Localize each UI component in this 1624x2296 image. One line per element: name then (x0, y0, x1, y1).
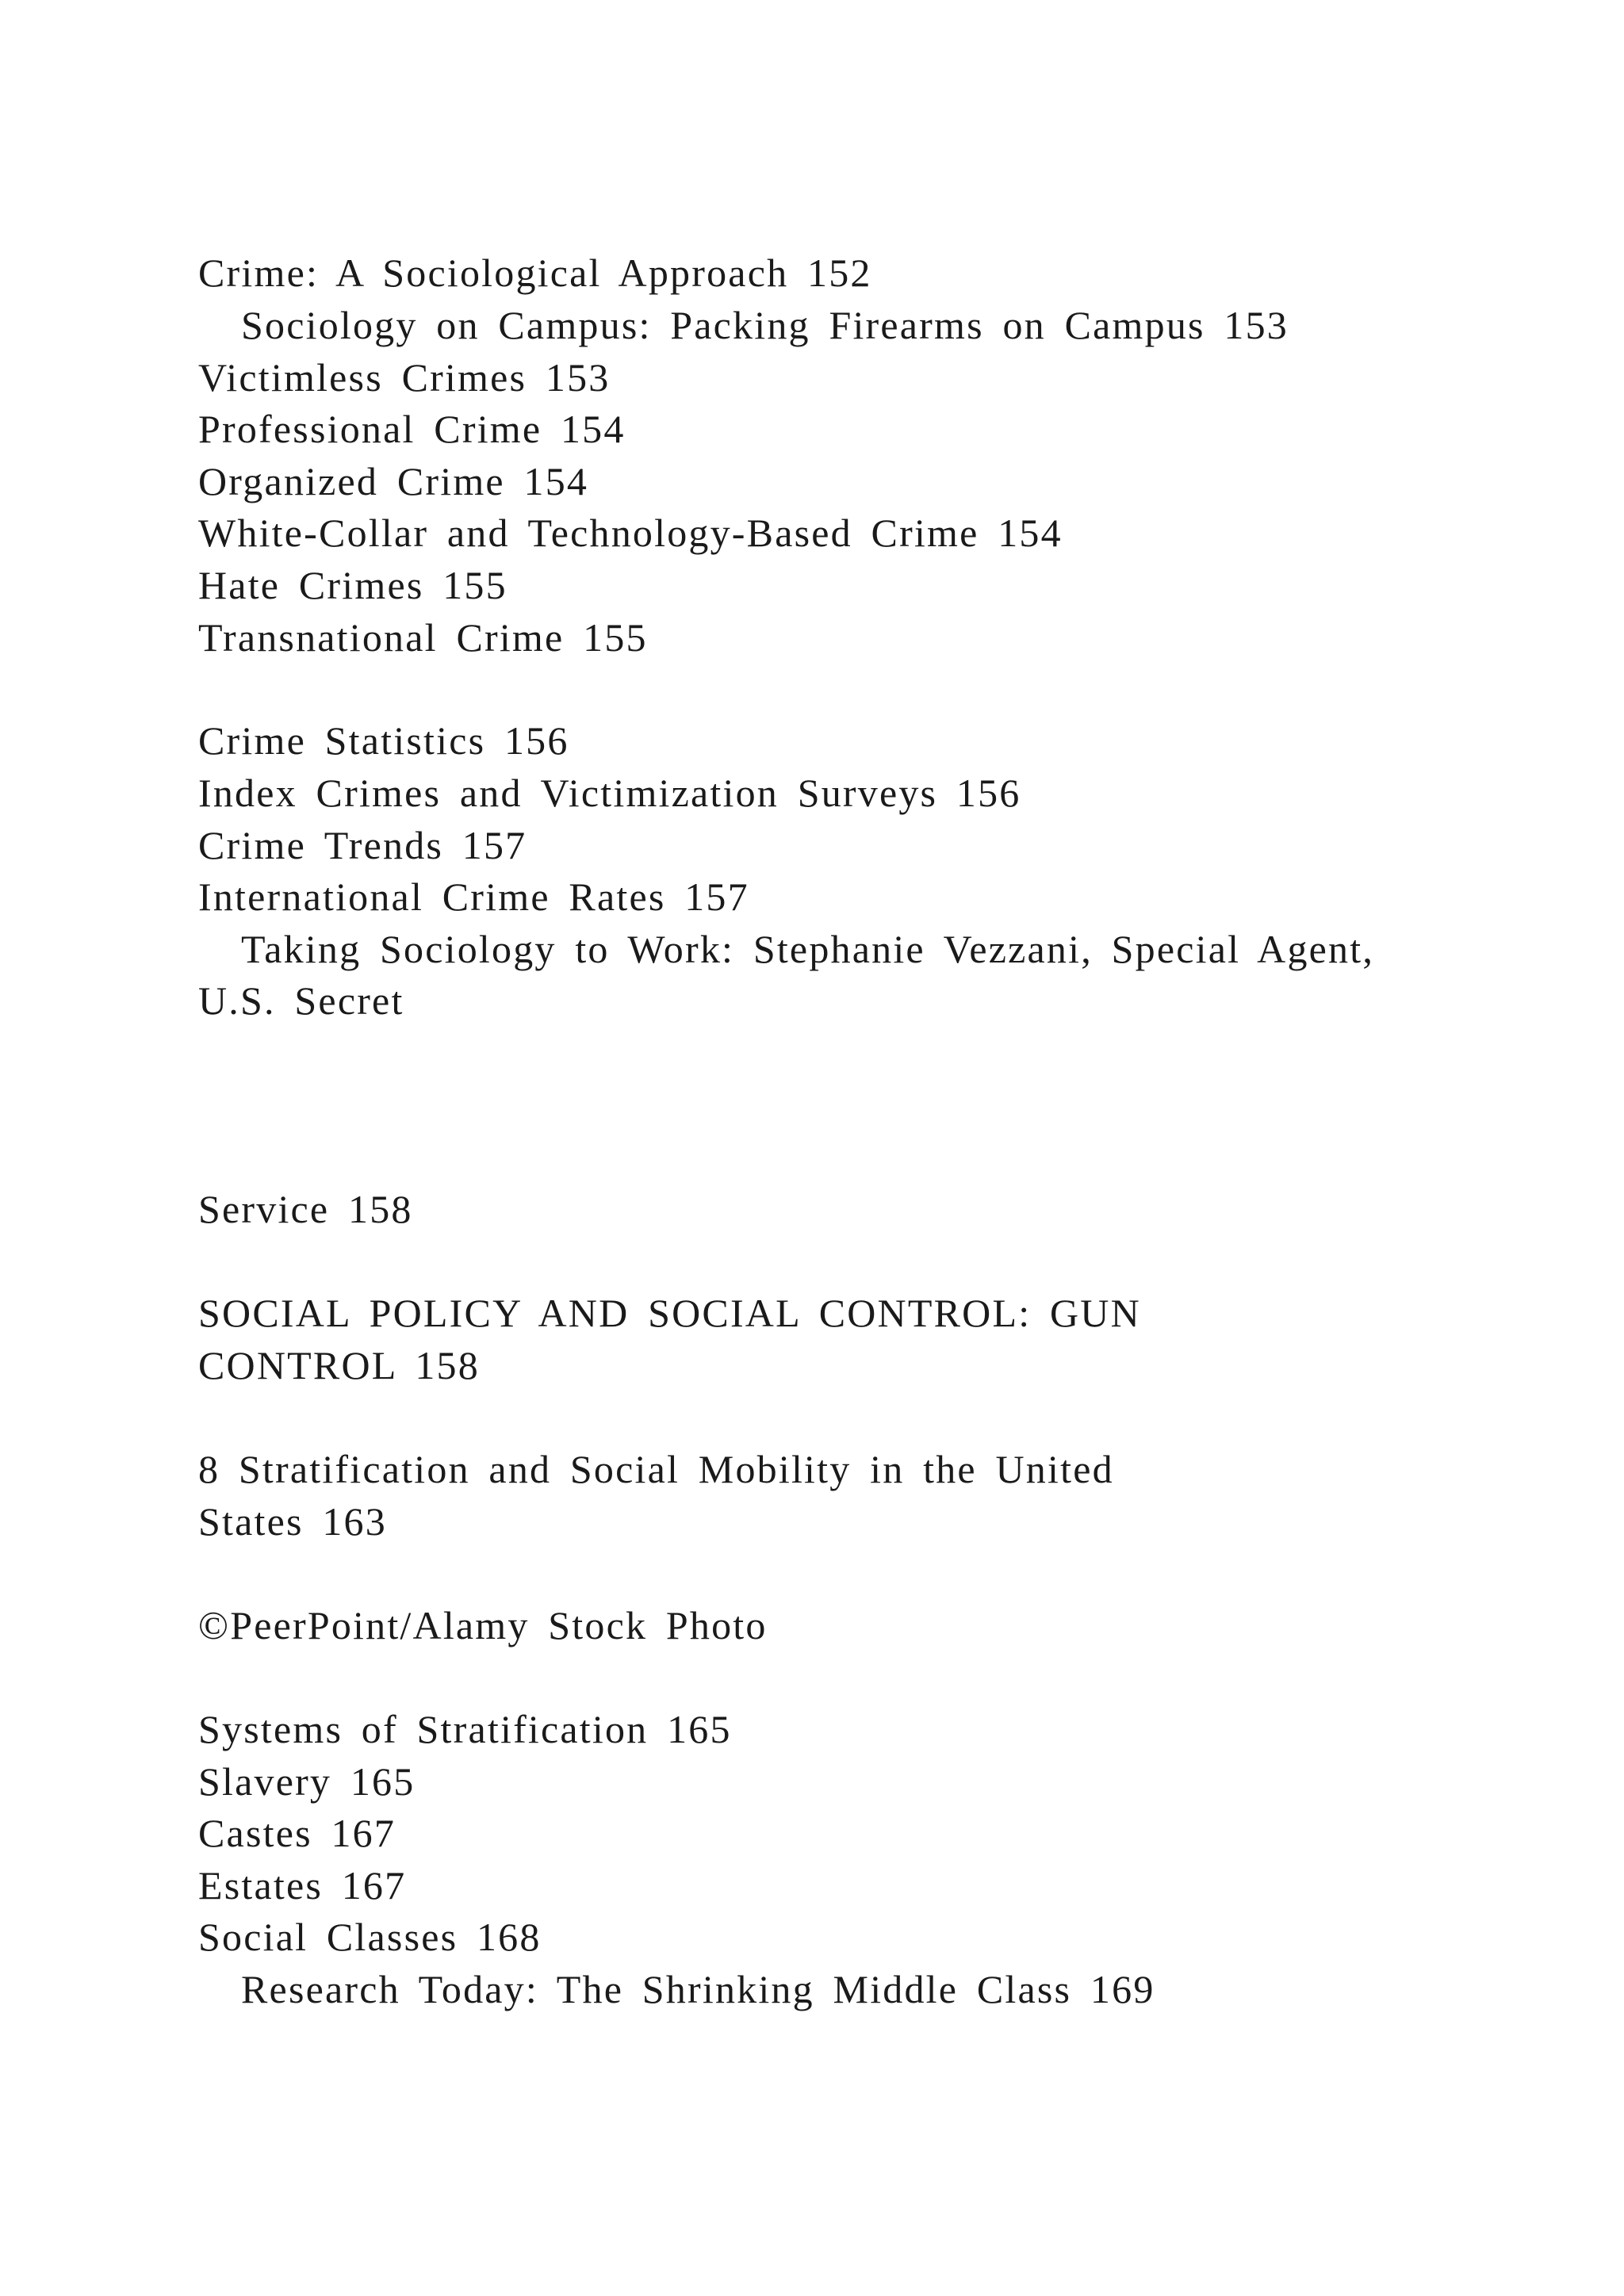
toc-entry-organized-crime: Organized Crime 154 (198, 459, 589, 503)
toc-entry-transnational-crime: Transnational Crime 155 (198, 615, 648, 660)
toc-subentry-sociology-on-campus: Sociology on Campus: Packing Firearms on Campus 153 (241, 303, 1289, 347)
toc-subentry-continuation-page: Service 158 (198, 1187, 413, 1231)
toc-entry-social-classes: Social Classes 168 (198, 1915, 542, 1959)
toc-entry-white-collar-crime: White-Collar and Technology-Based Crime 154 (198, 511, 1063, 555)
toc-entry-international-crime-rates: International Crime Rates 157 (198, 874, 749, 919)
toc-entry-hate-crimes: Hate Crimes 155 (198, 563, 508, 607)
toc-entry-index-crimes: Index Crimes and Victimization Surveys 156 (198, 771, 1021, 815)
toc-subentry-continuation: U.S. Secret (198, 978, 404, 1023)
toc-subentry-taking-sociology-to-work: Taking Sociology to Work: Stephanie Vezzani, Special Agent, (241, 927, 1375, 971)
toc-entry-social-policy-continuation: CONTROL 158 (198, 1343, 480, 1387)
toc-entry-crime-statistics: Crime Statistics 156 (198, 718, 569, 763)
toc-entry-estates: Estates 167 (198, 1863, 407, 1908)
toc-subentry-research-today: Research Today: The Shrinking Middle Class 169 (241, 1967, 1155, 2011)
toc-entry-social-policy-heading: SOCIAL POLICY AND SOCIAL CONTROL: GUN (198, 1291, 1141, 1335)
chapter-heading: 8 Stratification and Social Mobility in the United (198, 1447, 1114, 1491)
toc-entry-crime-sociological-approach: Crime: A Sociological Approach 152 (198, 251, 872, 295)
chapter-heading-continuation: States 163 (198, 1499, 387, 1544)
toc-entry-slavery: Slavery 165 (198, 1759, 416, 1804)
toc-entry-crime-trends: Crime Trends 157 (198, 823, 527, 867)
toc-entry-systems-of-stratification: Systems of Stratification 165 (198, 1707, 732, 1751)
photo-credit: ©PeerPoint/Alamy Stock Photo (198, 1603, 768, 1647)
toc-entry-victimless-crimes: Victimless Crimes 153 (198, 355, 611, 400)
toc-entry-professional-crime: Professional Crime 154 (198, 407, 626, 451)
toc-entry-castes: Castes 167 (198, 1811, 396, 1855)
